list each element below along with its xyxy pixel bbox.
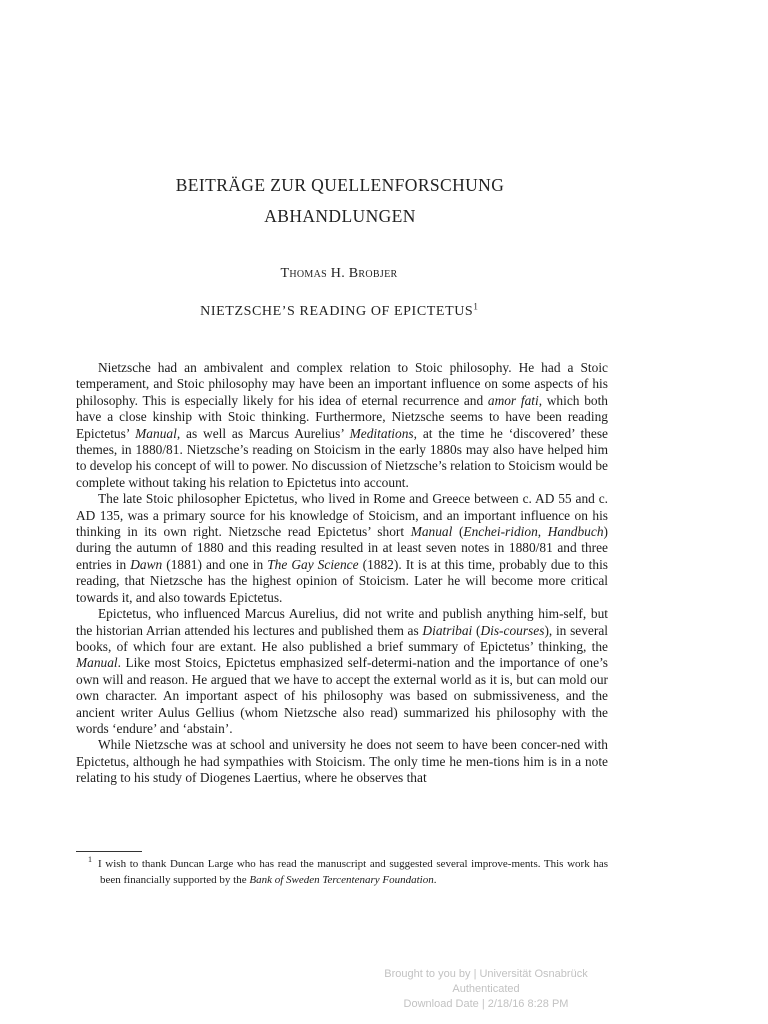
text-run: While Nietzsche was at school and university he does not seem to have been concer-ned with Epictetus, although he had sympathies with Stoicism. The only time he men-tions him is in a note relating to his study of Diogenes Laertius, where he observes that [76,737,608,786]
text-run: ) during the autumn of 1880 and this reading resulted in at least seven notes in 1880/81 and three entries in [76,524,608,572]
article-title-text: NIETZSCHE’S READING OF EPICTETUS [200,304,474,319]
watermark-provider: Brought to you by | Universität Osnabrück [384,968,588,980]
italic-text: Diatribai [422,622,473,638]
italic-text: Manual [410,524,453,540]
body-paragraph [76,737,608,786]
text-run: ( [472,622,481,638]
text-run: , as well as Marcus Aurelius’ [176,425,350,441]
italic-text: Dawn [130,556,163,572]
italic-text: Enchei-ridion [463,524,538,540]
text-run: (1882). It is at this time, probably due to this reading, that Nietzsche has the highest opinion of Stoicism. Later he will become more critical towards it, and also towards Epictetus. [76,556,609,605]
italic-text: Handbuch [547,524,604,540]
italic-text: Bank of Sweden Tercentenary Foundation [249,873,434,886]
text-run: . Like most Stoics, Epictetus emphasized self-determi-nation and the importance of one’s own will and reason. He argued that we have to accept the external world as it is, but can mold our own character. An important aspect of his philosophy was based on submissiveness, and the ancient writer Aulus Gellius (whom Nietzsche also read) summarized his philosophy with the words ‘endure’ and ‘abstain’. [76,655,608,736]
italic-text: The Gay Science [267,556,359,572]
footnote-text [98,858,608,886]
italic-text: Manual [76,655,118,671]
series-title: BEITRÄGE ZUR QUELLENFORSCHUNG [175,175,505,195]
article-title [0,301,678,320]
text-run: ), in several books, of which four are extant. He also published a brief summary of Epictetus’ thinking, the [76,622,608,654]
text-run: , at the time he ‘discovered’ these themes, in 1880/81. Nietzsche’s reading on Stoicism in the early 1880s may also have helped him to develop his concept of will to power. No discussion of Nietzsche’s relation to Stoicism would be complete without taking his relation to Epictetus into account. [76,425,608,490]
text-run: , [537,524,548,540]
article-body [76,360,608,787]
text-run: The late Stoic philosopher Epictetus, who lived in Rome and Greece between c. AD 55 and c. AD 135, was a primary source for his knowledge of Stoicism, and an important influence on his thinking in its own right. Nietzsche read Epictetus’ short [76,491,608,540]
text-run: Nietzsche had an ambivalent and complex relation to Stoic philosophy. He had a Stoic temperament, and Stoic philosophy may have been an important influence on some aspects of his philosophy. This is especially likely for his idea of eternal recurrence and [76,360,608,408]
watermark-status: Authenticated [452,983,520,995]
italic-text: Manual [135,425,177,441]
article-author: Thomas H. Brobjer [280,266,398,281]
text-run: ( [452,524,464,540]
footnote [76,857,608,888]
title-footnote-mark: 1 [473,301,478,312]
text-run: (1881) and one in [162,556,268,572]
italic-text: amor fati [487,392,539,408]
series-subtitle: ABHANDLUNGEN [264,206,416,226]
text-run: , which both have a close kinship with Stoic thinking. Furthermore, Nietzsche seems to have been reading Epictetus’ [76,392,608,441]
text-run: . [433,873,437,886]
italic-text: Meditations [349,425,414,441]
body-paragraph [76,606,608,737]
watermark-download-date: Download Date | 2/18/16 8:28 PM [403,998,569,1010]
footnote-divider [76,851,142,852]
body-paragraph [76,360,608,491]
text-run: Epictetus, who influenced Marcus Aurelius, did not write and publish anything him-self, but the historian Arrian attended his lectures and published them as [76,606,608,638]
body-paragraph [76,491,608,606]
footnote-mark: 1 [88,855,92,865]
text-run: I wish to thank Duncan Large who has read the manuscript and suggested several improve-ments. This work has been financially supported by the [98,858,608,886]
italic-text: Dis-courses [480,622,545,638]
